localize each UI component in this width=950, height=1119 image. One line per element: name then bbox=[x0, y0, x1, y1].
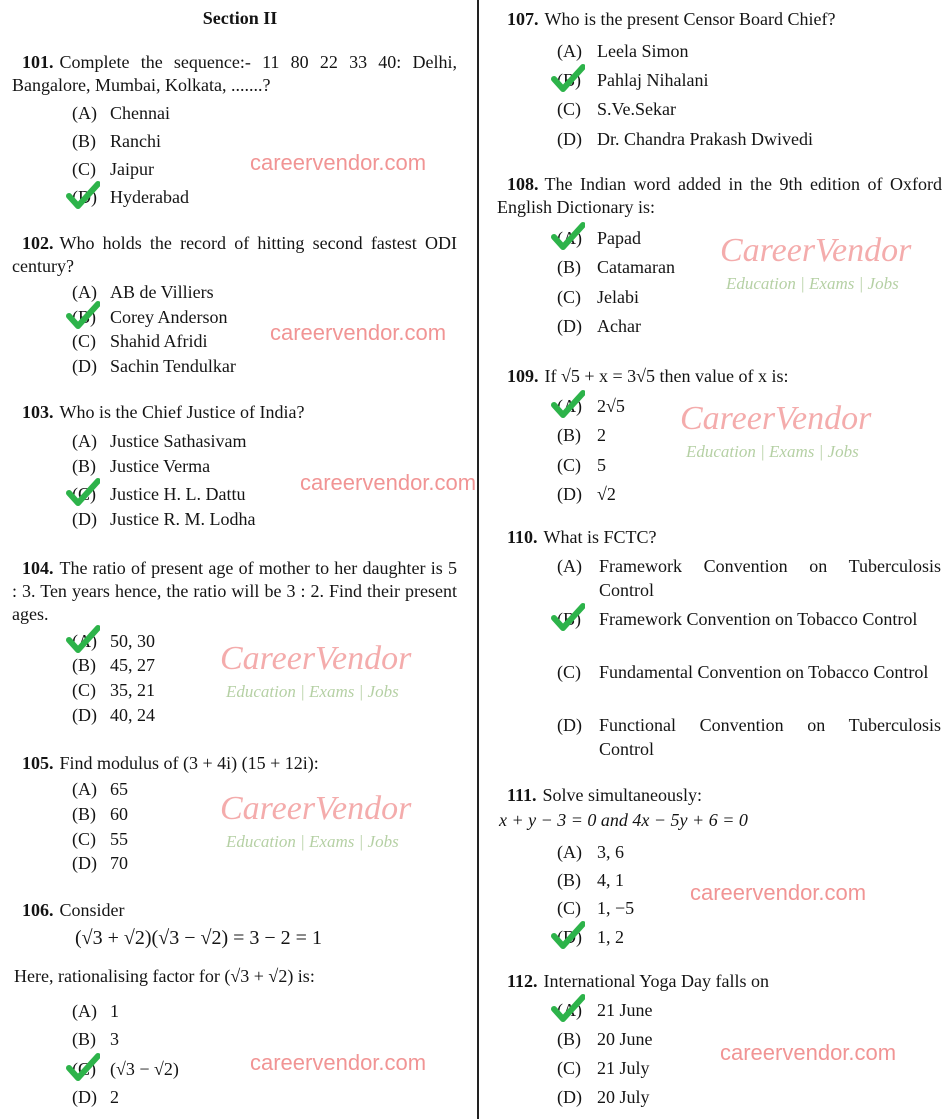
option-text: 60 bbox=[110, 804, 128, 824]
option-text: 2 bbox=[597, 425, 606, 445]
option-label: (A) bbox=[72, 779, 97, 799]
option-text: 21 July bbox=[597, 1058, 650, 1078]
option-text: 3 bbox=[110, 1029, 119, 1049]
answer-option[interactable] bbox=[72, 678, 452, 702]
option-text: 2√5 bbox=[597, 396, 625, 416]
option-label: (D) bbox=[557, 715, 582, 735]
question-stem bbox=[12, 51, 457, 97]
option-label: (A) bbox=[72, 282, 97, 302]
question-text: If √5 + x = 3√5 then value of x is: bbox=[544, 366, 789, 386]
option-text: Dr. Chandra Prakash Dwivedi bbox=[597, 129, 813, 149]
answer-option[interactable] bbox=[72, 1085, 452, 1109]
answer-option[interactable] bbox=[557, 896, 937, 920]
option-text: 5 bbox=[597, 455, 606, 475]
option-label: (D) bbox=[72, 853, 97, 873]
answer-option[interactable] bbox=[557, 394, 937, 418]
answer-option[interactable] bbox=[557, 68, 937, 92]
watermark-url: careervendor.com bbox=[690, 880, 867, 905]
option-label: (A) bbox=[557, 228, 582, 248]
option-text: Fundamental Convention on Tobacco Control bbox=[599, 662, 929, 682]
question-text: Who is the Chief Justice of India? bbox=[59, 402, 305, 422]
option-label: (C) bbox=[72, 331, 96, 351]
question-text: Solve simultaneously: bbox=[542, 785, 703, 805]
option-text: Leela Simon bbox=[597, 41, 689, 61]
option-text: 2 bbox=[110, 1087, 119, 1107]
question-stem bbox=[497, 173, 942, 219]
question-number: 108. bbox=[507, 174, 539, 194]
answer-option[interactable] bbox=[72, 354, 452, 378]
question-number: 112. bbox=[507, 971, 538, 991]
option-label: (A) bbox=[557, 1000, 582, 1020]
option-text: S.Ve.Sekar bbox=[597, 99, 676, 119]
option-label: (D) bbox=[557, 484, 582, 504]
answer-option[interactable] bbox=[557, 713, 941, 761]
option-text: 40, 24 bbox=[110, 705, 155, 725]
answer-option[interactable] bbox=[557, 127, 937, 151]
answer-option[interactable] bbox=[557, 868, 937, 892]
option-text: 20 July bbox=[597, 1087, 650, 1107]
answer-option[interactable] bbox=[72, 329, 452, 353]
option-label: (C) bbox=[72, 484, 96, 504]
answer-option[interactable] bbox=[72, 429, 452, 453]
answer-option[interactable] bbox=[72, 129, 452, 153]
option-text: Justice H. L. Dattu bbox=[110, 484, 246, 504]
option-label: (C) bbox=[72, 1059, 96, 1079]
option-label: (C) bbox=[72, 159, 96, 179]
question-followup: Here, rationalising factor for (√3 + √2) is: bbox=[14, 966, 315, 986]
question-stem bbox=[497, 784, 942, 807]
answer-option[interactable] bbox=[557, 226, 937, 250]
question-text: The ratio of present age of mother to her daughter is 5 : 3. Ten years hence, the ratio will be 3 : 2. Find their present ages. bbox=[12, 558, 457, 624]
option-text: Shahid Afridi bbox=[110, 331, 208, 351]
option-text: 35, 21 bbox=[110, 680, 155, 700]
answer-option[interactable] bbox=[557, 482, 937, 506]
option-text: Functional Convention on Tuberculosis Control bbox=[599, 715, 941, 759]
option-text: Framework Convention on Tuberculosis Control bbox=[599, 556, 941, 600]
question-number: 103. bbox=[22, 402, 54, 422]
option-text: 21 June bbox=[597, 1000, 653, 1020]
option-text: Justice Verma bbox=[110, 456, 211, 476]
option-label: (B) bbox=[557, 1029, 581, 1049]
option-label: (B) bbox=[557, 257, 581, 277]
option-text: Achar bbox=[597, 316, 641, 336]
question-text: Consider bbox=[59, 900, 125, 920]
answer-option[interactable] bbox=[72, 454, 452, 478]
option-text: 20 June bbox=[597, 1029, 653, 1049]
answer-option[interactable] bbox=[72, 482, 452, 506]
answer-option[interactable] bbox=[72, 507, 452, 531]
question-number: 105. bbox=[22, 753, 54, 773]
answer-option[interactable] bbox=[557, 660, 937, 708]
answer-option[interactable] bbox=[72, 1057, 452, 1081]
option-text: 70 bbox=[110, 853, 128, 873]
answer-option[interactable] bbox=[72, 629, 452, 653]
watermark-brand-logo: CareerVendor bbox=[680, 400, 872, 437]
option-text: Chennai bbox=[110, 103, 170, 123]
option-label: (A) bbox=[557, 556, 582, 576]
option-text: (√3 − √2) bbox=[110, 1059, 179, 1079]
question-text: Find modulus of (3 + 4i) (15 + 12i): bbox=[59, 753, 319, 773]
option-label: (C) bbox=[557, 898, 581, 918]
answer-option[interactable] bbox=[72, 185, 452, 209]
option-label: (D) bbox=[557, 129, 582, 149]
option-text: Jelabi bbox=[597, 287, 639, 307]
option-text: Catamaran bbox=[597, 257, 675, 277]
option-label: (A) bbox=[557, 396, 582, 416]
answer-option[interactable] bbox=[557, 97, 937, 121]
question-equation: x + y − 3 = 0 and 4x − 5y + 6 = 0 bbox=[499, 810, 748, 830]
question-equation: (√3 + √2)(√3 − √2) = 3 − 2 = 1 bbox=[75, 927, 322, 949]
option-text: 3, 6 bbox=[597, 842, 624, 862]
answer-option[interactable] bbox=[72, 802, 452, 826]
question-stem bbox=[497, 8, 942, 31]
option-text: 1, 2 bbox=[597, 927, 624, 947]
option-text: Justice R. M. Lodha bbox=[110, 509, 256, 529]
question-stem bbox=[12, 752, 457, 775]
answer-option[interactable] bbox=[557, 453, 937, 477]
option-text: Sachin Tendulkar bbox=[110, 356, 236, 376]
option-label: (D) bbox=[557, 316, 582, 336]
option-label: (B) bbox=[72, 456, 96, 476]
answer-option[interactable] bbox=[557, 607, 937, 655]
option-text: 65 bbox=[110, 779, 128, 799]
option-text: 45, 27 bbox=[110, 655, 155, 675]
watermark-url: careervendor.com bbox=[720, 1040, 897, 1065]
option-label: (B) bbox=[72, 131, 96, 151]
option-label: (A) bbox=[72, 103, 97, 123]
watermark-tagline: Education | Exams | Jobs bbox=[726, 274, 899, 293]
watermark-tagline: Education | Exams | Jobs bbox=[226, 832, 399, 851]
option-label: (B) bbox=[557, 870, 581, 890]
question-number: 110. bbox=[507, 527, 538, 547]
answer-option[interactable] bbox=[557, 1085, 937, 1109]
answer-option[interactable] bbox=[72, 1027, 452, 1051]
option-label: (A) bbox=[557, 842, 582, 862]
question-stem bbox=[497, 365, 942, 388]
option-text: 55 bbox=[110, 829, 128, 849]
question-text: International Yoga Day falls on bbox=[543, 971, 769, 991]
option-label: (C) bbox=[72, 829, 96, 849]
option-label: (D) bbox=[72, 187, 97, 207]
watermark-brand-logo: CareerVendor bbox=[220, 640, 412, 677]
question-stem bbox=[497, 970, 942, 993]
answer-option[interactable] bbox=[557, 39, 937, 63]
option-label: (C) bbox=[557, 662, 581, 682]
question-stem bbox=[12, 899, 457, 922]
answer-option[interactable] bbox=[557, 925, 937, 949]
option-label: (B) bbox=[557, 425, 581, 445]
option-label: (B) bbox=[72, 307, 96, 327]
option-label: (C) bbox=[72, 680, 96, 700]
answer-option[interactable] bbox=[557, 285, 937, 309]
question-stem bbox=[12, 232, 457, 278]
option-label: (B) bbox=[72, 655, 96, 675]
answer-option[interactable] bbox=[72, 703, 452, 727]
watermark-tagline: Education | Exams | Jobs bbox=[226, 682, 399, 701]
option-text: Pahlaj Nihalani bbox=[597, 70, 709, 90]
watermark-brand-logo: CareerVendor bbox=[220, 790, 412, 827]
option-label: (A) bbox=[72, 631, 97, 651]
option-text: Ranchi bbox=[110, 131, 161, 151]
option-label: (B) bbox=[557, 70, 581, 90]
watermark-url: careervendor.com bbox=[250, 150, 427, 175]
option-text: 4, 1 bbox=[597, 870, 624, 890]
option-text: Hyderabad bbox=[110, 187, 189, 207]
question-number: 109. bbox=[507, 366, 539, 386]
option-label: (D) bbox=[72, 509, 97, 529]
answer-option[interactable] bbox=[557, 423, 937, 447]
watermark-url: careervendor.com bbox=[270, 320, 447, 345]
option-text: Corey Anderson bbox=[110, 307, 228, 327]
question-text: Who holds the record of hitting second fastest ODI century? bbox=[12, 233, 457, 276]
answer-option[interactable] bbox=[557, 255, 937, 279]
option-text: Papad bbox=[597, 228, 641, 248]
option-label: (A) bbox=[72, 1001, 97, 1021]
section-title: Section II bbox=[202, 8, 278, 28]
answer-option[interactable] bbox=[557, 1056, 937, 1080]
question-text: The Indian word added in the 9th edition of Oxford English Dictionary is: bbox=[497, 174, 942, 217]
answer-option[interactable] bbox=[72, 851, 452, 875]
question-stem bbox=[12, 557, 457, 626]
question-number: 107. bbox=[507, 9, 539, 29]
option-label: (A) bbox=[557, 41, 582, 61]
answer-option[interactable] bbox=[557, 840, 937, 864]
question-number: 102. bbox=[22, 233, 54, 253]
answer-option[interactable] bbox=[72, 777, 452, 801]
answer-option[interactable] bbox=[72, 157, 452, 181]
question-stem bbox=[497, 526, 942, 549]
option-text: Framework Convention on Tobacco Control bbox=[599, 609, 918, 629]
option-label: (D) bbox=[72, 705, 97, 725]
answer-option[interactable] bbox=[72, 101, 452, 125]
watermark-tagline: Education | Exams | Jobs bbox=[686, 442, 859, 461]
question-text: Who is the present Censor Board Chief? bbox=[544, 9, 836, 29]
question-text: What is FCTC? bbox=[543, 527, 657, 547]
option-text: AB de Villiers bbox=[110, 282, 214, 302]
option-label: (D) bbox=[72, 1087, 97, 1107]
option-text: Jaipur bbox=[110, 159, 154, 179]
option-label: (D) bbox=[557, 1087, 582, 1107]
option-label: (C) bbox=[557, 455, 581, 475]
option-text: 50, 30 bbox=[110, 631, 155, 651]
option-label: (A) bbox=[72, 431, 97, 451]
watermark-url: careervendor.com bbox=[300, 470, 477, 495]
option-text: √2 bbox=[597, 484, 616, 504]
answer-option[interactable] bbox=[557, 314, 937, 338]
answer-option[interactable] bbox=[72, 653, 452, 677]
option-label: (C) bbox=[557, 99, 581, 119]
option-label: (D) bbox=[557, 927, 582, 947]
answer-option[interactable] bbox=[72, 305, 452, 329]
answer-option[interactable] bbox=[72, 827, 452, 851]
answer-option[interactable] bbox=[72, 999, 452, 1023]
option-text: Justice Sathasivam bbox=[110, 431, 247, 451]
answer-option[interactable] bbox=[557, 554, 941, 602]
question-number: 111. bbox=[507, 785, 537, 805]
question-number: 104. bbox=[22, 558, 54, 578]
option-label: (B) bbox=[72, 804, 96, 824]
question-number: 106. bbox=[22, 900, 54, 920]
option-label: (B) bbox=[72, 1029, 96, 1049]
question-stem bbox=[12, 401, 457, 424]
question-number: 101. bbox=[22, 52, 54, 72]
option-label: (D) bbox=[72, 356, 97, 376]
answer-option[interactable] bbox=[72, 280, 452, 304]
option-label: (B) bbox=[557, 609, 581, 629]
option-label: (C) bbox=[557, 287, 581, 307]
option-label: (C) bbox=[557, 1058, 581, 1078]
answer-option[interactable] bbox=[557, 998, 937, 1022]
watermark-brand-logo: CareerVendor bbox=[720, 232, 912, 269]
option-text: 1, −5 bbox=[597, 898, 635, 918]
option-text: 1 bbox=[110, 1001, 119, 1021]
column-divider bbox=[477, 0, 479, 1119]
question-text: Complete the sequence:- 11 80 22 33 40: Delhi, Bangalore, Mumbai, Kolkata, .......? bbox=[12, 52, 457, 95]
watermark-url: careervendor.com bbox=[250, 1050, 427, 1075]
answer-option[interactable] bbox=[557, 1027, 937, 1051]
